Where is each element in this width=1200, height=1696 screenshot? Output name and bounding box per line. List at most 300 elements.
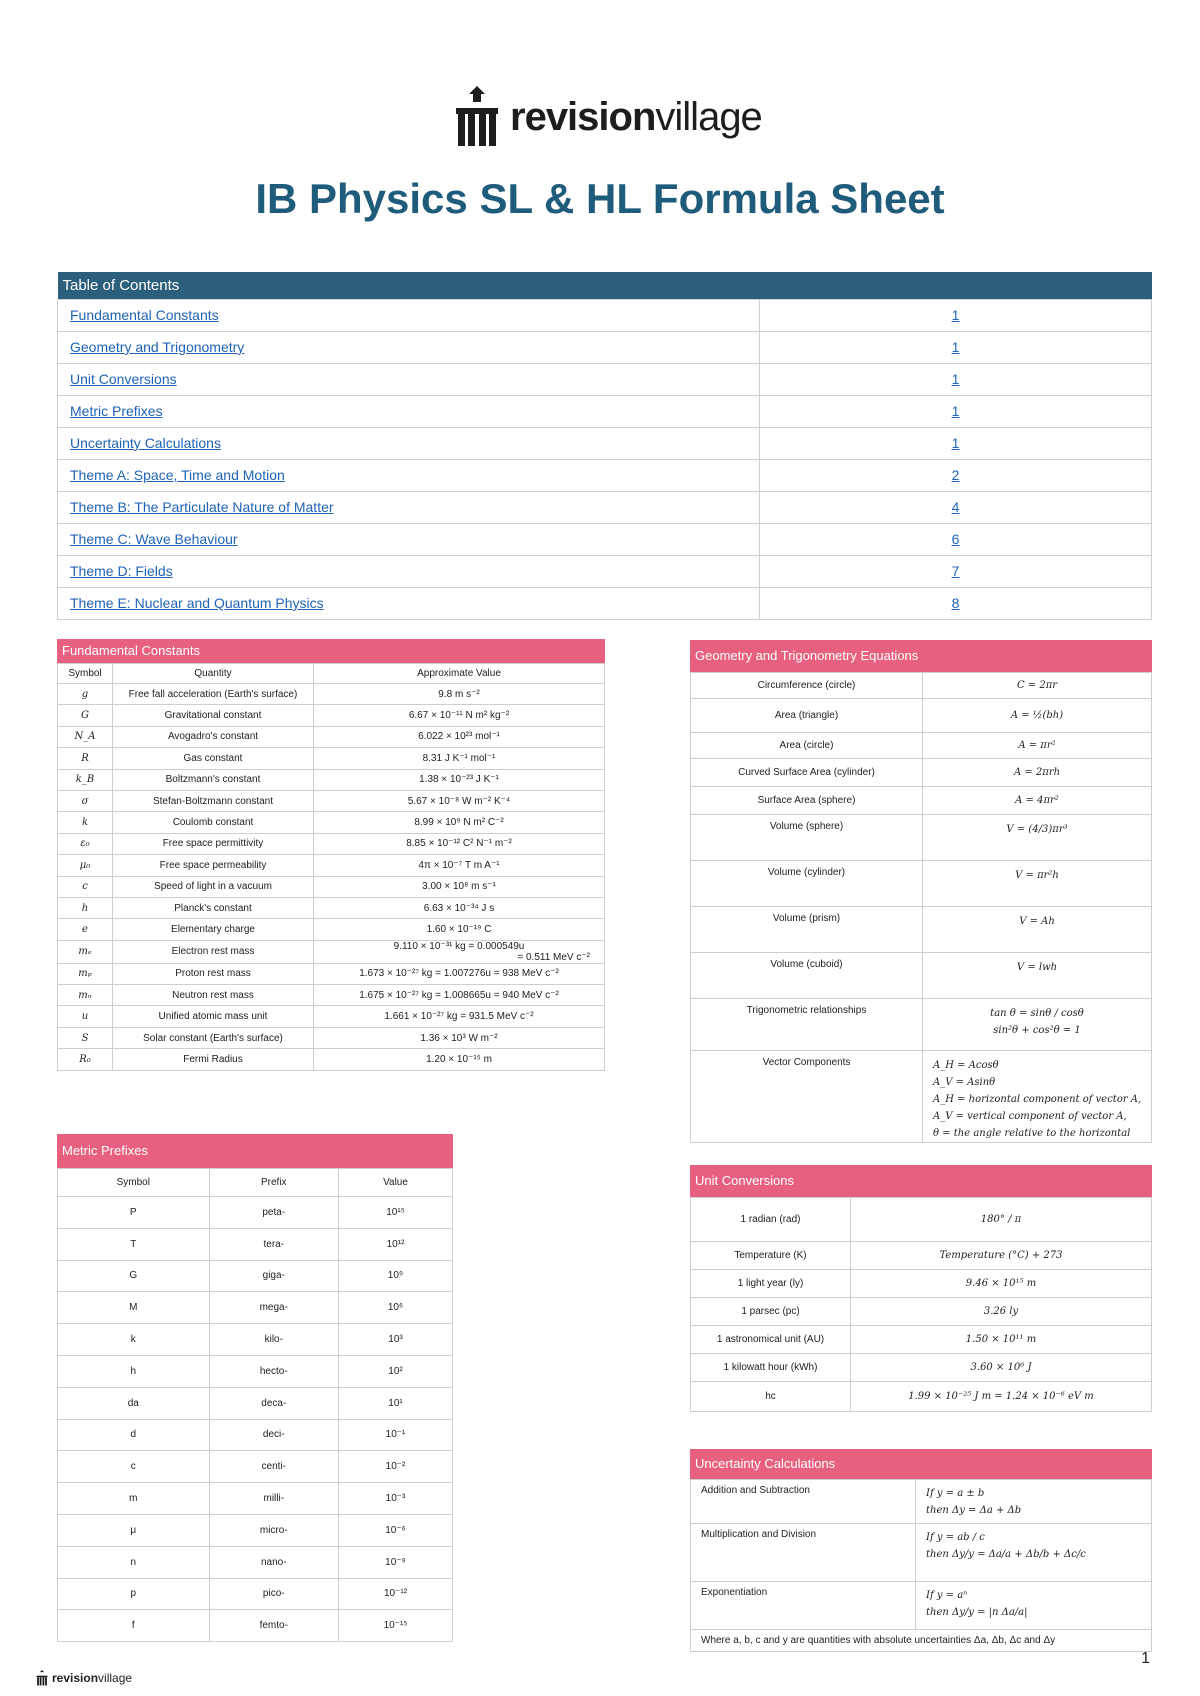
toc-link[interactable]: Theme C: Wave Behaviour xyxy=(70,531,238,547)
formula-line: sin²θ + cos²θ = 1 xyxy=(993,1025,1081,1036)
constant-value xyxy=(314,963,605,984)
constant-symbol: ε₀ xyxy=(58,833,113,854)
geometry-formula xyxy=(923,787,1152,815)
prefix-value: 10⁹ xyxy=(339,1260,453,1292)
prefix-prefix: mega- xyxy=(209,1292,338,1324)
unit-value: 1.99 × 10⁻²⁵ J m = 1.24 × 10⁻⁶ eV m xyxy=(851,1382,1152,1412)
constant-symbol: R xyxy=(58,748,113,769)
formula-line: If y = a ± b xyxy=(926,1488,985,1499)
toc-page-cell xyxy=(760,491,1152,523)
constant-quantity: Free space permeability xyxy=(113,855,314,876)
constant-symbol: e xyxy=(58,919,113,940)
page-number: 1 xyxy=(1141,1650,1150,1667)
geometry-label: Surface Area (sphere) xyxy=(691,787,923,815)
prefix-value: 10¹² xyxy=(339,1228,453,1260)
toc-row xyxy=(58,523,1152,555)
constant-quantity: Stefan-Boltzmann constant xyxy=(113,790,314,811)
toc-page-link[interactable]: 4 xyxy=(951,499,960,515)
page-title: IB Physics SL & HL Formula Sheet xyxy=(255,175,945,222)
prefix-prefix: kilo- xyxy=(209,1324,338,1356)
formula-line: then Δy/y = |n Δa/a| xyxy=(926,1607,1028,1618)
geometry-formula xyxy=(923,673,1152,699)
geometry-formula xyxy=(923,815,1152,861)
table-row xyxy=(58,876,605,897)
constant-quantity: Proton rest mass xyxy=(113,963,314,984)
table-row xyxy=(691,1326,1152,1354)
metric-prefixes-table xyxy=(57,1168,453,1642)
constant-quantity: Gas constant xyxy=(113,748,314,769)
table-row xyxy=(691,861,1152,907)
unit-value: 1.50 × 10¹¹ m xyxy=(851,1326,1152,1354)
table-row xyxy=(691,999,1152,1051)
constant-value-line: 8.85 × 10⁻¹² C² N⁻¹ m⁻² xyxy=(406,838,512,850)
toc-link[interactable]: Geometry and Trigonometry xyxy=(70,339,245,355)
constant-symbol: N_A xyxy=(58,726,113,747)
prefix-prefix: nano- xyxy=(209,1546,338,1578)
constant-value xyxy=(314,855,605,876)
logo-icon xyxy=(36,1670,48,1686)
table-row xyxy=(58,705,605,726)
table-row xyxy=(691,1242,1152,1270)
constant-value-line: 1.673 × 10⁻²⁷ kg = 1.007276u = 938 MeV c⁻² xyxy=(359,968,559,980)
table-row xyxy=(58,1419,453,1451)
constant-value xyxy=(314,705,605,726)
constant-quantity: Gravitational constant xyxy=(113,705,314,726)
formula-line: V = πr²h xyxy=(1015,870,1059,881)
unit-label: 1 light year (ly) xyxy=(691,1270,851,1298)
table-row xyxy=(691,1524,1152,1582)
geometry-label: Volume (sphere) xyxy=(691,815,923,861)
toc-label-cell xyxy=(58,331,760,363)
table-row xyxy=(58,833,605,854)
constant-symbol: mₙ xyxy=(58,985,113,1006)
toc-page-cell xyxy=(760,331,1152,363)
toc-label-cell xyxy=(58,459,760,491)
toc-label-cell xyxy=(58,491,760,523)
table-row xyxy=(58,812,605,833)
prefix-symbol: da xyxy=(58,1387,210,1419)
toc-row xyxy=(58,299,1152,331)
table-row xyxy=(691,1630,1152,1652)
geometry-formula xyxy=(923,953,1152,999)
constant-symbol: S xyxy=(58,1027,113,1048)
prefix-value: 10⁻² xyxy=(339,1451,453,1483)
constant-value-line: = 0.511 MeV c⁻² xyxy=(517,951,590,963)
toc-page-link[interactable]: 1 xyxy=(951,339,960,355)
constant-value xyxy=(314,748,605,769)
prefix-value: 10⁻⁹ xyxy=(339,1546,453,1578)
geometry-label: Curved Surface Area (cylinder) xyxy=(691,759,923,787)
formula-line: V = lwh xyxy=(1016,962,1058,973)
uncertainty-panel xyxy=(690,1449,1152,1652)
toc-label-cell xyxy=(58,299,760,331)
table-row xyxy=(691,1480,1152,1524)
table-row xyxy=(58,1514,453,1546)
constant-quantity: Speed of light in a vacuum xyxy=(113,876,314,897)
uncertainty-label: Addition and Subtraction xyxy=(691,1480,916,1524)
prefix-prefix: femto- xyxy=(209,1610,338,1642)
table-row xyxy=(691,1270,1152,1298)
toc-link[interactable]: Theme D: Fields xyxy=(70,563,173,579)
metric-prefixes-panel xyxy=(57,1134,453,1642)
table-row xyxy=(58,1006,605,1027)
constant-symbol: mₑ xyxy=(58,940,113,963)
col-symbol: Symbol xyxy=(58,664,113,684)
constant-quantity: Unified atomic mass unit xyxy=(113,1006,314,1027)
prefix-symbol: M xyxy=(58,1292,210,1324)
table-row xyxy=(58,1546,453,1578)
toc-label-cell xyxy=(58,427,760,459)
toc-page-link[interactable]: 1 xyxy=(951,307,960,323)
uncertainty-formula xyxy=(916,1582,1152,1630)
geometry-table xyxy=(690,672,1152,1143)
unit-value: 3.60 × 10⁶ J xyxy=(851,1354,1152,1382)
constant-value xyxy=(314,1049,605,1070)
constant-value xyxy=(314,1006,605,1027)
col-quantity: Quantity xyxy=(113,664,314,684)
constant-value-line: 1.20 × 10⁻¹⁵ m xyxy=(426,1053,492,1065)
table-row xyxy=(691,953,1152,999)
constant-value-line: 1.60 × 10⁻¹⁹ C xyxy=(426,923,492,935)
prefix-symbol: G xyxy=(58,1260,210,1292)
toc-page-cell xyxy=(760,427,1152,459)
prefix-prefix: micro- xyxy=(209,1514,338,1546)
table-row xyxy=(58,919,605,940)
table-row xyxy=(691,1198,1152,1242)
table-row xyxy=(691,1354,1152,1382)
prefix-symbol: m xyxy=(58,1483,210,1515)
constant-symbol: u xyxy=(58,1006,113,1027)
toc-link[interactable]: Theme B: The Particulate Nature of Matter xyxy=(70,499,334,515)
constant-value-line: 6.67 × 10⁻¹¹ N m² kg⁻² xyxy=(408,710,510,722)
geometry-label: Area (triangle) xyxy=(691,699,923,733)
constant-value xyxy=(314,897,605,918)
footer-brand: revisionvillage xyxy=(52,1671,133,1685)
brand-logo xyxy=(454,84,762,150)
formula-line: A = 2πrh xyxy=(1013,767,1061,778)
geometry-label: Volume (cuboid) xyxy=(691,953,923,999)
prefix-symbol: p xyxy=(58,1578,210,1610)
table-row xyxy=(58,1228,453,1260)
constant-value xyxy=(314,1027,605,1048)
logo-icon xyxy=(454,86,500,148)
prefix-value: 10⁻¹² xyxy=(339,1578,453,1610)
toc-page-link[interactable]: 7 xyxy=(951,563,960,579)
geometry-label: Circumference (circle) xyxy=(691,673,923,699)
geometry-title: Geometry and Trigonometry Equations xyxy=(690,640,1152,672)
prefix-symbol: h xyxy=(58,1355,210,1387)
prefix-value: 10⁻¹ xyxy=(339,1419,453,1451)
toc-row xyxy=(58,491,1152,523)
constant-quantity: Elementary charge xyxy=(113,919,314,940)
constant-quantity: Neutron rest mass xyxy=(113,985,314,1006)
prefix-prefix: deci- xyxy=(209,1419,338,1451)
toc-row xyxy=(58,555,1152,587)
table-row xyxy=(691,1582,1152,1630)
footer-logo xyxy=(36,1670,132,1686)
prefix-prefix: hecto- xyxy=(209,1355,338,1387)
toc-label-cell xyxy=(58,363,760,395)
table-row xyxy=(691,673,1152,699)
prefix-symbol: d xyxy=(58,1419,210,1451)
constant-value-line: 1.661 × 10⁻²⁷ kg = 931.5 MeV c⁻² xyxy=(384,1011,534,1023)
toc-link[interactable]: Uncertainty Calculations xyxy=(70,435,221,451)
constant-value xyxy=(314,940,605,963)
prefix-value: 10⁻⁶ xyxy=(339,1514,453,1546)
table-row xyxy=(58,769,605,790)
prefix-symbol: f xyxy=(58,1610,210,1642)
formula-line: If y = ab / c xyxy=(926,1532,985,1543)
unit-value: 180° / π xyxy=(851,1198,1152,1242)
uncertainty-label: Exponentiation xyxy=(691,1582,916,1630)
constant-value xyxy=(314,833,605,854)
toc-page-link[interactable]: 1 xyxy=(951,435,960,451)
constant-symbol: mₚ xyxy=(58,963,113,984)
constant-quantity: Boltzmann's constant xyxy=(113,769,314,790)
formula-line: A_V = vertical component of vector A, xyxy=(933,1111,1127,1122)
constant-symbol: σ xyxy=(58,790,113,811)
table-of-contents xyxy=(57,272,1152,620)
unit-conversions-table xyxy=(690,1197,1152,1412)
constant-value-line: 6.63 × 10⁻³⁴ J s xyxy=(423,902,495,914)
formula-line: V = Ah xyxy=(1019,916,1055,927)
toc-label-cell xyxy=(58,587,760,619)
table-row xyxy=(58,1324,453,1356)
toc-page-cell xyxy=(760,363,1152,395)
toc-row xyxy=(58,459,1152,491)
prefix-value: 10⁻³ xyxy=(339,1483,453,1515)
prefix-symbol: P xyxy=(58,1197,210,1229)
unit-label: 1 astronomical unit (AU) xyxy=(691,1326,851,1354)
geometry-label: Area (circle) xyxy=(691,733,923,759)
table-row xyxy=(58,940,605,963)
unit-label: 1 kilowatt hour (kWh) xyxy=(691,1354,851,1382)
geometry-formula xyxy=(923,1051,1152,1143)
constant-value xyxy=(314,812,605,833)
geometry-label: Volume (cylinder) xyxy=(691,861,923,907)
constant-value xyxy=(314,726,605,747)
constant-quantity: Planck's constant xyxy=(113,897,314,918)
constant-quantity: Coulomb constant xyxy=(113,812,314,833)
toc-link[interactable]: Theme A: Space, Time and Motion xyxy=(70,467,285,483)
geometry-label: Vector Components xyxy=(691,1051,923,1143)
constant-symbol: h xyxy=(58,897,113,918)
geometry-panel xyxy=(690,640,1152,1143)
table-row xyxy=(58,855,605,876)
formula-line: A = 4πr² xyxy=(1015,795,1059,806)
constant-value xyxy=(314,876,605,897)
uncertainty-table xyxy=(690,1479,1152,1652)
constant-quantity: Fermi Radius xyxy=(113,1049,314,1070)
geometry-formula xyxy=(923,759,1152,787)
toc-label-cell xyxy=(58,555,760,587)
constant-value-line: 1.36 × 10³ W m⁻² xyxy=(420,1032,498,1044)
uncertainty-formula xyxy=(916,1480,1152,1524)
table-row xyxy=(58,985,605,1006)
table-row xyxy=(58,1197,453,1229)
constant-symbol: μ₀ xyxy=(58,855,113,876)
constant-value-line: 6.022 × 10²³ mol⁻¹ xyxy=(418,731,500,743)
prefix-prefix: pico- xyxy=(209,1578,338,1610)
toc-row xyxy=(58,395,1152,427)
constant-value-line: 5.67 × 10⁻⁸ W m⁻² K⁻⁴ xyxy=(407,795,511,807)
col-prefix: Prefix xyxy=(209,1169,338,1197)
table-row xyxy=(691,699,1152,733)
unit-label: 1 radian (rad) xyxy=(691,1198,851,1242)
constant-symbol: G xyxy=(58,705,113,726)
geometry-formula xyxy=(923,999,1152,1051)
table-row xyxy=(691,759,1152,787)
table-row xyxy=(58,1355,453,1387)
table-row xyxy=(58,1292,453,1324)
toc-label-cell xyxy=(58,395,760,427)
toc-row xyxy=(58,587,1152,619)
prefix-symbol: μ xyxy=(58,1514,210,1546)
toc-row xyxy=(58,331,1152,363)
formula-line: A = ½(bh) xyxy=(1010,710,1064,721)
toc-page-link[interactable]: 6 xyxy=(951,531,960,547)
prefix-value: 10⁻¹⁵ xyxy=(339,1610,453,1642)
prefix-value: 10² xyxy=(339,1355,453,1387)
col-value: Value xyxy=(339,1169,453,1197)
constant-quantity: Electron rest mass xyxy=(113,940,314,963)
table-row xyxy=(58,1483,453,1515)
toc-page-link[interactable]: 8 xyxy=(951,595,960,611)
prefix-prefix: deca- xyxy=(209,1387,338,1419)
constant-value-line: 9.8 m s⁻² xyxy=(438,688,480,700)
constant-value-line: 8.99 × 10⁹ N m² C⁻² xyxy=(414,817,504,829)
formula-line: θ = the angle relative to the horizontal xyxy=(933,1128,1131,1139)
toc-page-link[interactable]: 1 xyxy=(951,371,960,387)
fundamental-constants-table xyxy=(57,663,605,1071)
formula-line: C = 2πr xyxy=(1016,680,1058,691)
prefix-prefix: peta- xyxy=(209,1197,338,1229)
table-row xyxy=(58,1027,605,1048)
toc-link[interactable]: Fundamental Constants xyxy=(70,307,219,323)
table-row xyxy=(691,1051,1152,1143)
unit-value: 3.26 ly xyxy=(851,1298,1152,1326)
constant-value xyxy=(314,790,605,811)
toc-page-cell xyxy=(760,523,1152,555)
table-row xyxy=(58,1610,453,1642)
prefix-value: 10⁶ xyxy=(339,1292,453,1324)
toc-page-cell xyxy=(760,587,1152,619)
toc-header: Table of Contents xyxy=(58,272,1152,299)
prefix-prefix: giga- xyxy=(209,1260,338,1292)
prefix-symbol: n xyxy=(58,1546,210,1578)
geometry-formula xyxy=(923,733,1152,759)
unit-label: hc xyxy=(691,1382,851,1412)
constant-quantity: Avogadro's constant xyxy=(113,726,314,747)
fundamental-constants-panel xyxy=(57,639,605,1071)
table-row xyxy=(691,1382,1152,1412)
table-row xyxy=(691,733,1152,759)
table-row xyxy=(691,1298,1152,1326)
toc-row xyxy=(58,427,1152,459)
constant-value-line: 4π × 10⁻⁷ T m A⁻¹ xyxy=(418,859,500,871)
prefix-symbol: c xyxy=(58,1451,210,1483)
geometry-formula xyxy=(923,907,1152,953)
table-row xyxy=(58,963,605,984)
constant-value-line: 8.31 J K⁻¹ mol⁻¹ xyxy=(422,752,496,764)
toc-page-cell xyxy=(760,299,1152,331)
table-row xyxy=(58,1387,453,1419)
prefix-value: 10¹⁵ xyxy=(339,1197,453,1229)
prefix-prefix: milli- xyxy=(209,1483,338,1515)
geometry-label: Volume (prism) xyxy=(691,907,923,953)
toc-page-cell xyxy=(760,555,1152,587)
unit-conversions-title: Unit Conversions xyxy=(690,1165,1152,1197)
toc-link[interactable]: Theme E: Nuclear and Quantum Physics xyxy=(70,595,324,611)
fundamental-constants-title: Fundamental Constants xyxy=(57,639,605,663)
metric-prefixes-title: Metric Prefixes xyxy=(57,1134,453,1168)
table-row xyxy=(58,684,605,705)
constant-value xyxy=(314,919,605,940)
toc-row xyxy=(58,363,1152,395)
brand-name: revisionvillage xyxy=(510,94,762,139)
formula-line: A_H = horizontal component of vector A, xyxy=(933,1094,1142,1105)
unit-conversions-panel xyxy=(690,1165,1152,1412)
constant-value xyxy=(314,769,605,790)
toc-link[interactable]: Unit Conversions xyxy=(70,371,177,387)
constant-value-line: 9.110 × 10⁻³¹ kg = 0.000549u xyxy=(393,940,525,952)
table-row xyxy=(58,1260,453,1292)
formula-line: A_V = Asinθ xyxy=(933,1077,996,1088)
col-value: Approximate Value xyxy=(314,664,605,684)
formula-line: tan θ = sinθ / cosθ xyxy=(990,1008,1084,1019)
constant-value-line: 1.38 × 10⁻²³ J K⁻¹ xyxy=(419,774,499,786)
geometry-formula xyxy=(923,861,1152,907)
table-row xyxy=(58,897,605,918)
constant-value-line: 3.00 × 10⁸ m s⁻¹ xyxy=(422,881,496,893)
formula-line: then Δy = Δa + Δb xyxy=(926,1505,1022,1516)
constant-symbol: R₀ xyxy=(58,1049,113,1070)
toc-page-cell xyxy=(760,395,1152,427)
geometry-label: Trigonometric relationships xyxy=(691,999,923,1051)
table-row xyxy=(691,815,1152,861)
toc-page-link[interactable]: 2 xyxy=(951,467,960,483)
toc-link[interactable]: Metric Prefixes xyxy=(70,403,163,419)
table-row xyxy=(58,790,605,811)
table-row xyxy=(58,726,605,747)
constant-quantity: Solar constant (Earth's surface) xyxy=(113,1027,314,1048)
unit-value: 9.46 × 10¹⁵ m xyxy=(851,1270,1152,1298)
unit-label: 1 parsec (pc) xyxy=(691,1298,851,1326)
table-row xyxy=(58,1451,453,1483)
col-symbol: Symbol xyxy=(58,1169,210,1197)
table-row xyxy=(691,787,1152,815)
prefix-symbol: T xyxy=(58,1228,210,1260)
constant-symbol: c xyxy=(58,876,113,897)
toc-page-cell xyxy=(760,459,1152,491)
uncertainty-note: Where a, b, c and y are quantities with absolute uncertainties Δa, Δb, Δc and Δy xyxy=(691,1630,1152,1652)
formula-line: then Δy/y = Δa/a + Δb/b + Δc/c xyxy=(926,1549,1086,1560)
uncertainty-formula xyxy=(916,1524,1152,1582)
table-row xyxy=(58,748,605,769)
toc-label-cell xyxy=(58,523,760,555)
toc-page-link[interactable]: 1 xyxy=(951,403,960,419)
prefix-prefix: tera- xyxy=(209,1228,338,1260)
unit-label: Temperature (K) xyxy=(691,1242,851,1270)
formula-line: A_H = Acosθ xyxy=(933,1060,999,1071)
unit-value: Temperature (°C) + 273 xyxy=(851,1242,1152,1270)
constant-quantity: Free fall acceleration (Earth's surface) xyxy=(113,684,314,705)
prefix-symbol: k xyxy=(58,1324,210,1356)
formula-line: V = (4/3)πr³ xyxy=(1006,824,1068,835)
constant-value xyxy=(314,985,605,1006)
formula-line: A = πr² xyxy=(1018,740,1056,751)
prefix-prefix: centi- xyxy=(209,1451,338,1483)
